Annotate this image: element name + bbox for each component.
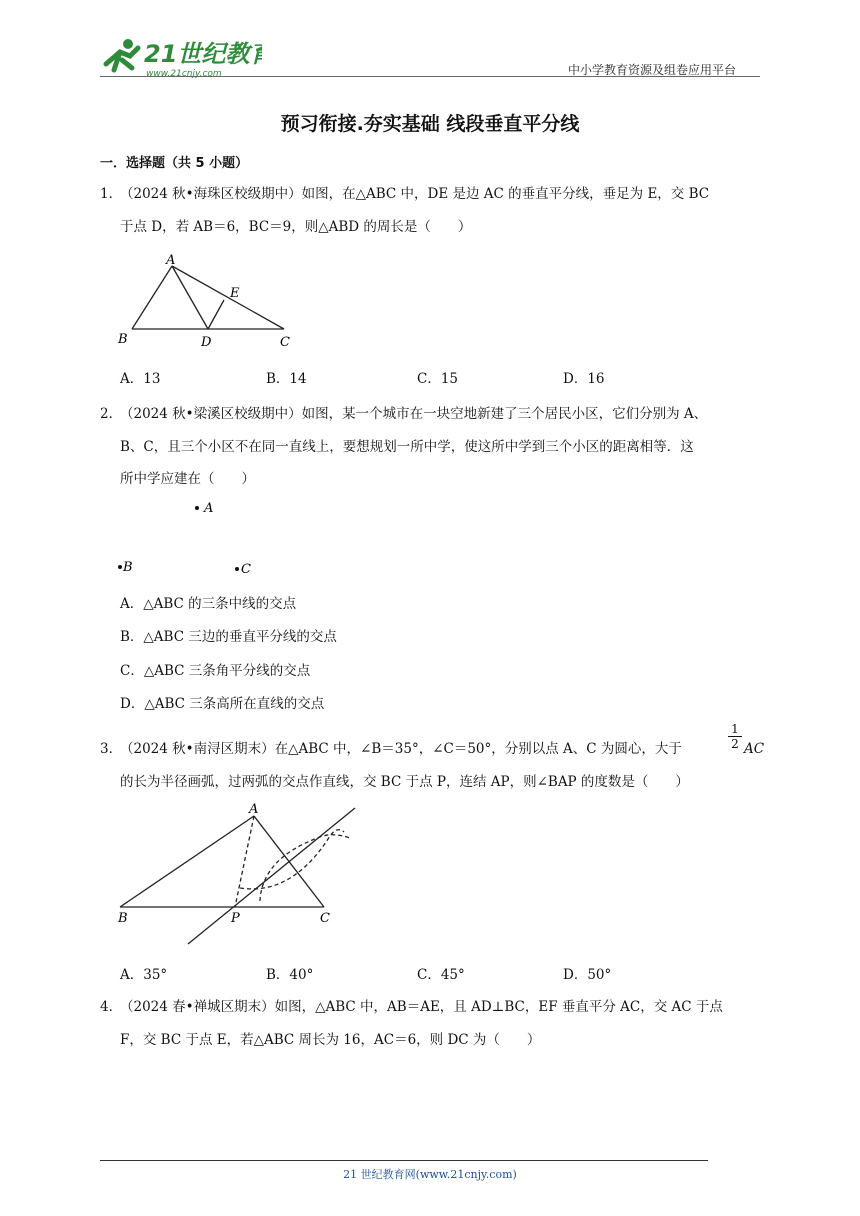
point-label: C bbox=[320, 911, 330, 926]
segment-ab bbox=[132, 266, 172, 329]
question-text-line: （2024 秋•梁溪区校级期中）如图，某一个城市在一块空地新建了三个居民小区，它们分别为 A、 bbox=[120, 406, 708, 422]
question-text-line: （2024 春•禅城区期末）如图，△ABC 中，AB＝AE，且 AD⊥BC，EF 垂直平分 AC，交 AC 于点 bbox=[120, 999, 723, 1015]
question-text-line: F，交 BC 于点 E，若△ABC 周长为 16，AC＝6，则 DC 为（ ） bbox=[120, 1032, 541, 1048]
option-d[interactable]: D．△ABC 三条高所在直线的交点 bbox=[120, 696, 325, 712]
option-a[interactable]: A．35° bbox=[120, 967, 168, 983]
footer-link[interactable]: 21 世纪教育网(www.21cnjy.com) bbox=[343, 1168, 517, 1181]
point-label: A bbox=[204, 501, 214, 516]
header-divider bbox=[100, 76, 760, 77]
arc-from-c bbox=[260, 835, 350, 901]
fraction-denominator: 2 bbox=[731, 737, 739, 751]
fraction-numerator: 1 bbox=[728, 722, 742, 737]
option-d[interactable]: D．50° bbox=[563, 967, 612, 983]
page-title: 预习衔接.夯实基础 线段垂直平分线 bbox=[280, 113, 580, 135]
option-a[interactable]: A．△ABC 的三条中线的交点 bbox=[120, 596, 297, 612]
option-b[interactable]: B．14 bbox=[266, 371, 307, 387]
question-text-line: 所中学应建在（ ） bbox=[120, 471, 255, 487]
point-label: D bbox=[201, 335, 212, 350]
option-c[interactable]: C．15 bbox=[417, 371, 459, 387]
question-number: 1． bbox=[100, 186, 123, 202]
point-label: B bbox=[118, 332, 128, 347]
segment-ac bbox=[172, 266, 284, 329]
segment-ab bbox=[120, 816, 254, 907]
option-c[interactable]: C．45° bbox=[417, 967, 465, 983]
point-label: B bbox=[118, 911, 128, 926]
option-d[interactable]: D．16 bbox=[563, 371, 605, 387]
point-label: C bbox=[280, 335, 290, 350]
point-label: C bbox=[241, 562, 251, 577]
point-label: P bbox=[231, 911, 240, 926]
question-text-line: 的长为半径画弧，过两弧的交点作直线，交 BC 于点 P，连结 AP，则∠BAP 的度数是（ ） bbox=[120, 774, 689, 790]
header-right-text: 中小学教育资源及组卷应用平台 bbox=[568, 63, 737, 77]
logo-url: www.21cnjy.com bbox=[146, 69, 222, 79]
point-label: B bbox=[123, 560, 133, 575]
point-label: E bbox=[230, 286, 240, 301]
option-c[interactable]: C．△ABC 三条角平分线的交点 bbox=[120, 663, 311, 679]
figure-q1 bbox=[112, 248, 312, 352]
segment-de bbox=[208, 300, 224, 329]
logo-text: 21世纪教育 bbox=[144, 40, 262, 68]
option-b[interactable]: B．△ABC 三边的垂直平分线的交点 bbox=[120, 629, 337, 645]
point-dot bbox=[195, 506, 199, 510]
question-text-line: 于点 D，若 AB＝6，BC＝9，则△ABD 的周长是（ ） bbox=[120, 219, 472, 235]
question-number: 4． bbox=[100, 999, 123, 1015]
option-b[interactable]: B．40° bbox=[266, 967, 314, 983]
question-text-line: B、C，且三个小区不在同一直线上，要想规划一所中学，使这所中学到三个小区的距离相等．这 bbox=[120, 439, 694, 455]
figure-q3 bbox=[112, 796, 362, 948]
option-a[interactable]: A．13 bbox=[120, 371, 161, 387]
figure-q2 bbox=[110, 495, 270, 580]
point-dot bbox=[118, 565, 122, 569]
question-text-line: （2024 秋•南浔区期末）在△ABC 中，∠B＝35°，∠C＝50°，分别以点 A、C 为圆心，大于 bbox=[120, 741, 682, 757]
site-logo bbox=[92, 34, 262, 80]
question-text-line: （2024 秋•海珠区校级期中）如图，在△ABC 中，DE 是边 AC 的垂直平分线，垂足为 E，交 BC bbox=[120, 186, 710, 202]
point-dot bbox=[235, 567, 239, 571]
question-number: 3． bbox=[100, 741, 123, 757]
question-number: 2． bbox=[100, 406, 123, 422]
footer-divider bbox=[100, 1160, 708, 1161]
fraction-half bbox=[728, 722, 742, 751]
fraction-suffix: AC bbox=[744, 741, 765, 757]
runner-logo-icon bbox=[92, 34, 262, 80]
section-heading: 一．选择题（共 5 小题） bbox=[100, 156, 249, 171]
point-label: A bbox=[166, 253, 176, 268]
point-label: A bbox=[249, 802, 259, 817]
